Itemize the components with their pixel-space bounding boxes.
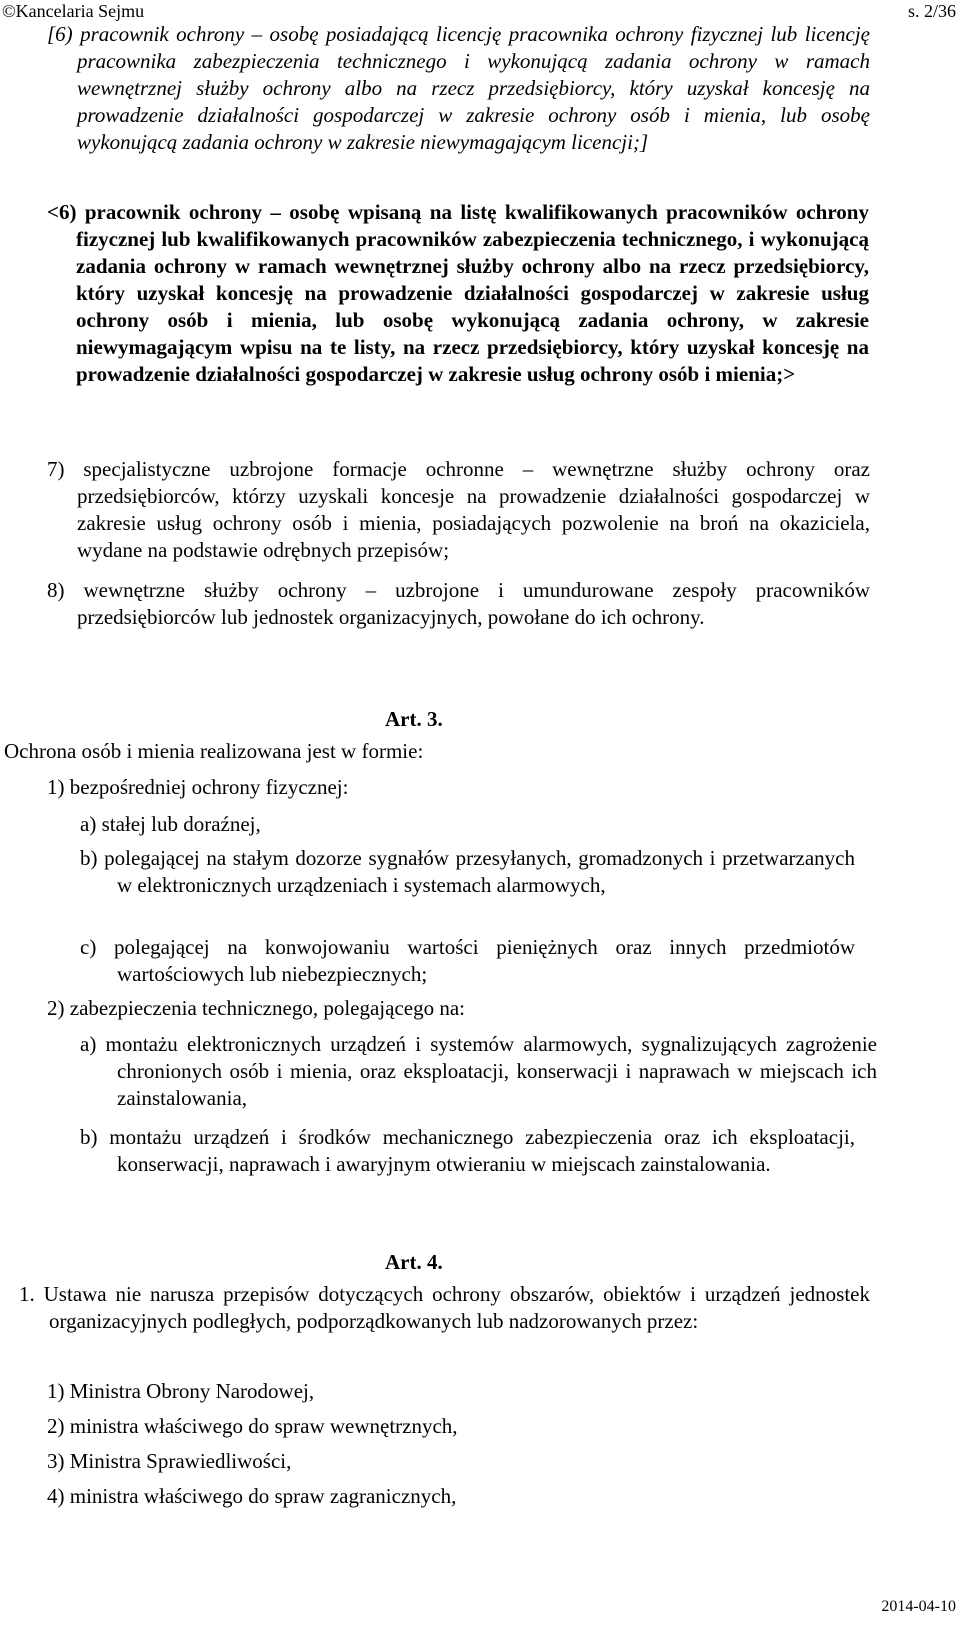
item-8-text: 8) wewnętrzne służby ochrony – uzbrojone i umundurowane zespoły pracowników przedsiębiorców lub jednostek organizacyjnych, powołane do ich ochrony. (47, 578, 870, 629)
art-3-point-1c: c) polegającej na konwojowaniu wartości pieniężnych oraz innych przedmiotów wartościowych lub niebezpiecznych; (80, 935, 855, 986)
art-3-point-1: 1) bezpośredniej ochrony fizycznej: (47, 775, 349, 799)
item-7-text: 7) specjalistyczne uzbrojone formacje ochronne – wewnętrzne służby ochrony oraz przedsiębiorców, którzy uzyskali koncesje na prowadzenie działalności gospodarczej w zakresie usług ochrony osób i mienia, posiadających pozwolenie na broń na okaziciela, wydane na podstawie odrębnych przepisów; (47, 457, 870, 562)
art-4-item-3: 3) Ministra Sprawiedliwości, (47, 1449, 292, 1473)
publisher-header: ©Kancelaria Sejmu (2, 1, 145, 21)
art-4-paragraph-1: 1. Ustawa nie narusza przepisów dotyczących ochrony obszarów, obiektów i urządzeń jednostek organizacyjnych podległych, podporządkowanych lub nadzorowanych przez: (19, 1282, 870, 1333)
art-3-point-1b: b) polegającej na stałym dozorze sygnałów przesyłanych, gromadzonych i przetwarzanych w elektronicznych urządzeniach i systemach alarmowych, (80, 846, 855, 897)
item-6-new-text: <6) pracownik ochrony – osobę wpisaną na listę kwalifikowanych pracowników ochrony fizycznej lub kwalifikowanych pracowników zabezpieczenia technicznego, i wykonującą zadania ochrony w ramach wewnętrznej służby ochrony albo na rzecz przedsiębiorcy, który uzyskał koncesję na prowadzenie działalności gospodarczej w zakresie usług ochrony osób i mienia, lub osobę wykonującą zadania ochrony, w zakresie niewymagającym wpisu na te listy, na rzecz przedsiębiorcy, który uzyskał koncesję na prowadzenie działalności gospodarczej w zakresie usług ochrony osób i mienia;> (47, 200, 869, 386)
art-3-point-2: 2) zabezpieczenia technicznego, polegającego na: (47, 996, 466, 1020)
art-3-heading: Art. 3. (385, 707, 443, 731)
art-3-point-2a: a) montażu elektronicznych urządzeń i systemów alarmowych, sygnalizujących zagrożenie chronionych osób i mienia, oraz eksploatacji, konserwacji i naprawach w miejscach ich zainstalowania, (80, 1032, 877, 1110)
document-date: 2014-04-10 (881, 1598, 956, 1615)
art-4-heading: Art. 4. (385, 1250, 443, 1274)
art-4-item-1: 1) Ministra Obrony Narodowej, (47, 1379, 315, 1403)
art-3-point-1a: a) stałej lub doraźnej, (80, 812, 261, 836)
art-3-intro: Ochrona osób i mienia realizowana jest w formie: (4, 739, 424, 763)
art-4-item-4: 4) ministra właściwego do spraw zagranicznych, (47, 1484, 457, 1508)
item-6-old-text: [6) pracownik ochrony – osobę posiadającą licencję pracownika ochrony fizycznej lub licencję pracownika zabezpieczenia technicznego i wykonującą zadania ochrony w ramach wewnętrznej służby ochrony albo na rzecz przedsiębiorcy, który uzyskał koncesję na prowadzenie działalności gospodarczej w zakresie ochrony osób i mienia, lub osobę wykonującą zadania ochrony w zakresie niewymagającym licencji;] (47, 22, 870, 154)
page-number: s. 2/36 (907, 1, 956, 21)
art-3-point-2b: b) montażu urządzeń i środków mechanicznego zabezpieczenia oraz ich eksploatacji, konserwacji, naprawach i awaryjnym otwieraniu w miejscach zainstalowania. (80, 1125, 855, 1176)
art-4-item-2: 2) ministra właściwego do spraw wewnętrznych, (47, 1414, 458, 1438)
